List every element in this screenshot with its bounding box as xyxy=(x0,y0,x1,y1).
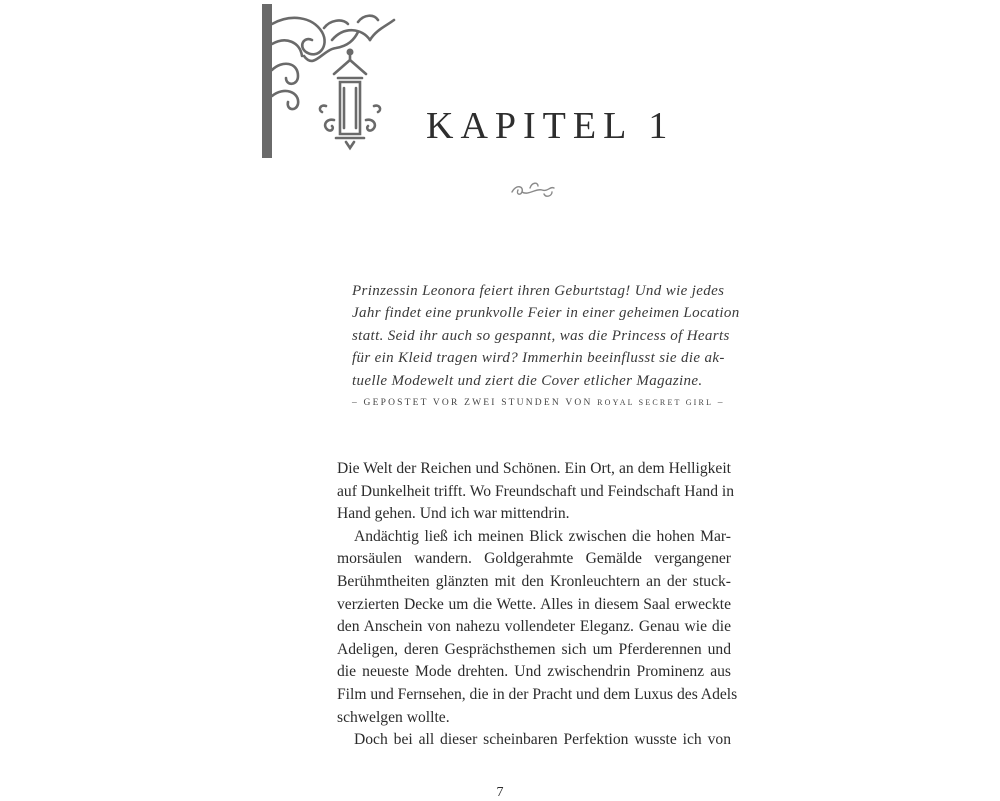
epigraph-line: tuelle Modewelt und ziert die Cover etlicher Magazine. xyxy=(352,372,703,389)
body-line: Hand gehen. Und ich war mittendrin. xyxy=(337,505,570,523)
page-number: 7 xyxy=(496,785,504,800)
epigraph xyxy=(352,280,740,392)
byline-suffix: – xyxy=(713,398,725,408)
body-line: Berühmtheiten glänzten mit den Kronleuchtern an der stuck- xyxy=(337,572,731,590)
epigraph-line: für ein Kleid tragen wird? Immerhin beeinflusst sie die ak- xyxy=(352,350,725,367)
lantern-ornament-icon xyxy=(258,0,408,162)
body-line: Andächtig ließ ich meinen Blick zwischen die hohen Mar- xyxy=(354,527,731,545)
chapter-title: KAPITEL 1 xyxy=(426,105,675,147)
body-line: Doch bei all dieser scheinbaren Perfektion wusste ich von xyxy=(354,731,731,749)
body-line: auf Dunkelheit trifft. Wo Freundschaft und Feindschaft Hand in xyxy=(337,482,735,500)
body-line: die neueste Mode drehten. Und zwischendrin Prominenz aus xyxy=(337,663,731,681)
byline-prefix: – GEPOSTET VOR ZWEI STUNDEN VON xyxy=(352,398,598,408)
body-line: den Anschein von nahezu vollendeter Eleganz. Genau wie die xyxy=(337,618,731,636)
body-line: Film und Fernsehen, die in der Pracht und dem Luxus des Adels xyxy=(337,685,738,703)
body-line: Adeligen, deren Gesprächsthemen sich um Pferderennen und xyxy=(337,640,731,658)
body-line: verzierten Decke um die Wette. Alles in diesem Saal erweckte xyxy=(337,595,731,613)
body-line: schwelgen wollte. xyxy=(337,708,450,726)
epigraph-line: Jahr findet eine prunkvolle Feier in einer geheimen Location xyxy=(352,305,740,322)
epigraph-line: Prinzessin Leonora feiert ihren Geburtstag! Und wie jedes xyxy=(352,283,725,299)
body-text xyxy=(337,458,738,752)
body-line: Die Welt der Reichen und Schönen. Ein Ort, an dem Helligkeit xyxy=(337,460,731,477)
epigraph-byline xyxy=(352,398,725,408)
body-line: morsäulen wandern. Goldgerahmte Gemälde vergangener xyxy=(337,550,731,568)
byline-author: ROYAL SECRET GIRL xyxy=(597,398,714,407)
epigraph-line: statt. Seid ihr auch so gespannt, was die Princess of Hearts xyxy=(352,327,730,344)
flourish-ornament-icon xyxy=(508,178,558,200)
